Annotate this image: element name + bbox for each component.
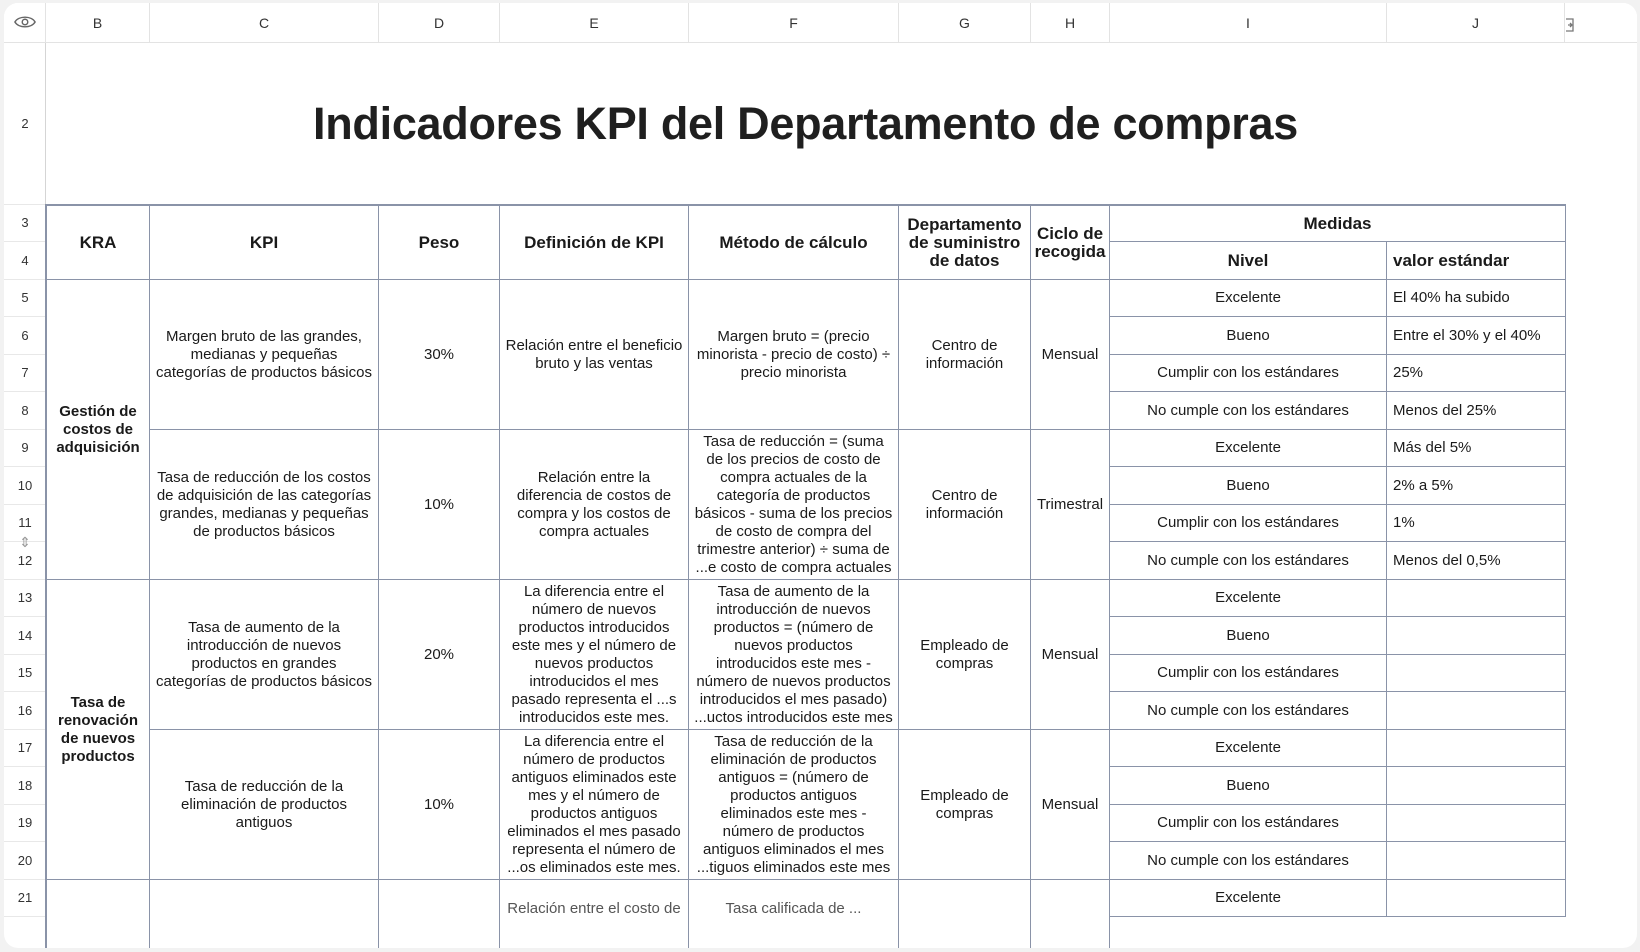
- kpi-cell[interactable]: Tasa de reducción de la eliminación de productos antiguos: [150, 730, 379, 880]
- metodo-cell[interactable]: Tasa de reducción de la eliminación de productos antiguos = (número de productos antiguos eliminados este mes - número de productos antiguos eliminados el mes ...tiguos eliminados este mes: [689, 730, 899, 880]
- nivel-cell[interactable]: No cumple con los estándares: [1110, 392, 1387, 430]
- definicion-cell[interactable]: [500, 880, 689, 948]
- column-header-f[interactable]: F: [689, 3, 899, 43]
- nivel-cell[interactable]: Cumplir con los estándares: [1110, 355, 1387, 392]
- column-header-d[interactable]: D: [379, 3, 500, 43]
- valor-cell[interactable]: 2% a 5%: [1387, 467, 1566, 505]
- peso-cell[interactable]: [379, 880, 500, 948]
- ciclo-cell[interactable]: [1031, 880, 1110, 948]
- metodo-cell[interactable]: [689, 880, 899, 948]
- valor-cell[interactable]: Entre el 30% y el 40%: [1387, 317, 1566, 355]
- departamento-cell[interactable]: Centro de información: [899, 430, 1031, 580]
- row-header-12[interactable]: 12: [4, 542, 46, 580]
- kra-cell[interactable]: Gestión de costos de adquisición: [47, 280, 150, 580]
- row-header-14[interactable]: 14: [4, 617, 46, 655]
- definicion-cell[interactable]: La diferencia entre el número de productos antiguos eliminados este mes y el número de productos antiguos eliminados el mes pasado representa el número de ...os eliminados este mes.: [500, 730, 689, 880]
- nivel-cell[interactable]: Bueno: [1110, 617, 1387, 655]
- peso-cell[interactable]: 30%: [379, 280, 500, 430]
- nivel-cell[interactable]: No cumple con los estándares: [1110, 692, 1387, 730]
- peso-cell[interactable]: 20%: [379, 580, 500, 730]
- kpi-cell[interactable]: Tasa de reducción de los costos de adquisición de las categorías grandes, medianas y pequeñas de productos básicos: [150, 430, 379, 580]
- row-header-7[interactable]: 7: [4, 355, 46, 392]
- kpi-cell[interactable]: [150, 880, 379, 948]
- header-ciclo[interactable]: Ciclo de recogida: [1031, 206, 1110, 280]
- valor-cell[interactable]: Menos del 25%: [1387, 392, 1566, 430]
- eye-icon[interactable]: [14, 13, 36, 31]
- row-header-18[interactable]: 18: [4, 767, 46, 805]
- kra-cell[interactable]: [47, 880, 150, 948]
- definicion-cell-text: Relación entre el costo de: [507, 900, 681, 917]
- nivel-cell[interactable]: Cumplir con los estándares: [1110, 805, 1387, 842]
- header-definicion[interactable]: Definición de KPI: [500, 206, 689, 280]
- column-header-e[interactable]: E: [500, 3, 689, 43]
- expand-icon[interactable]: [1565, 17, 1575, 33]
- ciclo-cell[interactable]: Mensual: [1031, 730, 1110, 880]
- row-header-6[interactable]: 6: [4, 317, 46, 355]
- metodo-cell[interactable]: Tasa de reducción = (suma de los precios de costo de compra actuales de la categoría de productos básicos - suma de los precios de costo de compra del trimestre anterior) ÷ suma de ...e costo de compra actuales: [689, 430, 899, 580]
- departamento-cell[interactable]: Empleado de compras: [899, 580, 1031, 730]
- column-header-g[interactable]: G: [899, 3, 1031, 43]
- nivel-cell[interactable]: No cumple con los estándares: [1110, 842, 1387, 880]
- peso-cell[interactable]: 10%: [379, 430, 500, 580]
- row-header-17[interactable]: 17: [4, 730, 46, 767]
- row-header-2[interactable]: 2: [4, 43, 46, 205]
- column-header-c[interactable]: C: [150, 3, 379, 43]
- ciclo-cell[interactable]: Mensual: [1031, 580, 1110, 730]
- valor-cell[interactable]: Menos del 0,5%: [1387, 542, 1566, 580]
- row-header-15[interactable]: 15: [4, 655, 46, 692]
- row-header-4[interactable]: 4: [4, 242, 46, 280]
- nivel-cell[interactable]: No cumple con los estándares: [1110, 542, 1387, 580]
- nivel-cell[interactable]: Excelente: [1110, 280, 1387, 317]
- valor-cell[interactable]: [1387, 580, 1566, 617]
- valor-cell[interactable]: [1387, 655, 1566, 692]
- row-header-5[interactable]: 5: [4, 280, 46, 317]
- valor-cell[interactable]: 25%: [1387, 355, 1566, 392]
- row-header-13[interactable]: 13: [4, 580, 46, 617]
- nivel-cell[interactable]: Cumplir con los estándares: [1110, 505, 1387, 542]
- nivel-cell[interactable]: Excelente: [1110, 730, 1387, 767]
- departamento-cell[interactable]: Empleado de compras: [899, 730, 1031, 880]
- valor-cell[interactable]: El 40% ha subido: [1387, 280, 1566, 317]
- header-peso[interactable]: Peso: [379, 206, 500, 280]
- departamento-cell[interactable]: Centro de información: [899, 280, 1031, 430]
- column-header-j[interactable]: J: [1387, 3, 1565, 43]
- nivel-cell[interactable]: Excelente: [1110, 880, 1387, 917]
- valor-cell[interactable]: [1387, 767, 1566, 805]
- valor-cell[interactable]: [1387, 842, 1566, 880]
- valor-cell[interactable]: Más del 5%: [1387, 430, 1566, 467]
- header-departamento[interactable]: Departamento de suministro de datos: [899, 206, 1031, 280]
- column-header-h[interactable]: H: [1031, 3, 1110, 43]
- header-metodo[interactable]: Método de cálculo: [689, 206, 899, 280]
- nivel-cell[interactable]: Excelente: [1110, 580, 1387, 617]
- peso-cell[interactable]: 10%: [379, 730, 500, 880]
- row-header-10[interactable]: 10: [4, 467, 46, 505]
- row-header-16[interactable]: 16: [4, 692, 46, 730]
- definicion-cell[interactable]: Relación entre la diferencia de costos de compra y los costos de compra actuales: [500, 430, 689, 580]
- valor-cell[interactable]: [1387, 880, 1566, 917]
- row-header-19[interactable]: 19: [4, 805, 46, 842]
- header-kpi[interactable]: KPI: [150, 206, 379, 280]
- row-header-20[interactable]: 20: [4, 842, 46, 880]
- column-header-b[interactable]: B: [46, 3, 150, 43]
- valor-cell[interactable]: [1387, 805, 1566, 842]
- row-header-9[interactable]: 9: [4, 430, 46, 467]
- spreadsheet[interactable]: [4, 3, 1637, 948]
- row-resize-handle-icon[interactable]: ⇕: [19, 534, 31, 550]
- valor-cell[interactable]: 1%: [1387, 505, 1566, 542]
- nivel-cell[interactable]: Bueno: [1110, 467, 1387, 505]
- valor-cell[interactable]: [1387, 617, 1566, 655]
- row-header-3[interactable]: 3: [4, 205, 46, 242]
- column-header-k[interactable]: [1565, 3, 1637, 43]
- page-title[interactable]: Indicadores KPI del Departamento de compras: [313, 98, 1298, 149]
- kpi-cell[interactable]: Tasa de aumento de la introducción de nuevos productos en grandes categorías de productos básicos: [150, 580, 379, 730]
- row-header-11[interactable]: 11: [4, 505, 46, 542]
- ciclo-cell[interactable]: Mensual: [1031, 280, 1110, 430]
- kra-cell[interactable]: Tasa de renovación de nuevos productos: [47, 580, 150, 880]
- ciclo-cell[interactable]: Trimestral: [1031, 430, 1110, 580]
- valor-cell[interactable]: [1387, 692, 1566, 730]
- metodo-cell[interactable]: Margen bruto = (precio minorista - precio de costo) ÷ precio minorista: [689, 280, 899, 430]
- metodo-cell-text: Tasa calificada de ...: [725, 900, 862, 917]
- row-header-8[interactable]: 8: [4, 392, 46, 430]
- nivel-cell[interactable]: Cumplir con los estándares: [1110, 655, 1387, 692]
- kpi-cell[interactable]: Margen bruto de las grandes, medianas y pequeñas categorías de productos básicos: [150, 280, 379, 430]
- nivel-cell[interactable]: Excelente: [1110, 430, 1387, 467]
- definicion-cell[interactable]: Relación entre el beneficio bruto y las ventas: [500, 280, 689, 430]
- header-medidas[interactable]: Medidas: [1110, 206, 1566, 242]
- valor-cell[interactable]: [1387, 730, 1566, 767]
- nivel-cell[interactable]: Bueno: [1110, 767, 1387, 805]
- select-all-corner[interactable]: [4, 3, 46, 43]
- header-valor[interactable]: valor estándar: [1387, 242, 1566, 280]
- nivel-cell[interactable]: Bueno: [1110, 317, 1387, 355]
- column-header-i[interactable]: I: [1110, 3, 1387, 43]
- row-header-21[interactable]: 21: [4, 880, 46, 917]
- definicion-cell[interactable]: La diferencia entre el número de nuevos productos introducidos este mes y el número de nuevos productos introducidos el mes pasado representa el ...s introducidos este mes.: [500, 580, 689, 730]
- header-nivel[interactable]: Nivel: [1110, 242, 1387, 280]
- header-kra[interactable]: KRA: [47, 206, 150, 280]
- departamento-cell[interactable]: [899, 880, 1031, 948]
- metodo-cell[interactable]: Tasa de aumento de la introducción de nuevos productos = (número de nuevos productos introducidos este mes - número de nuevos productos introducidos el mes pasado) ...uctos introducidos este mes: [689, 580, 899, 730]
